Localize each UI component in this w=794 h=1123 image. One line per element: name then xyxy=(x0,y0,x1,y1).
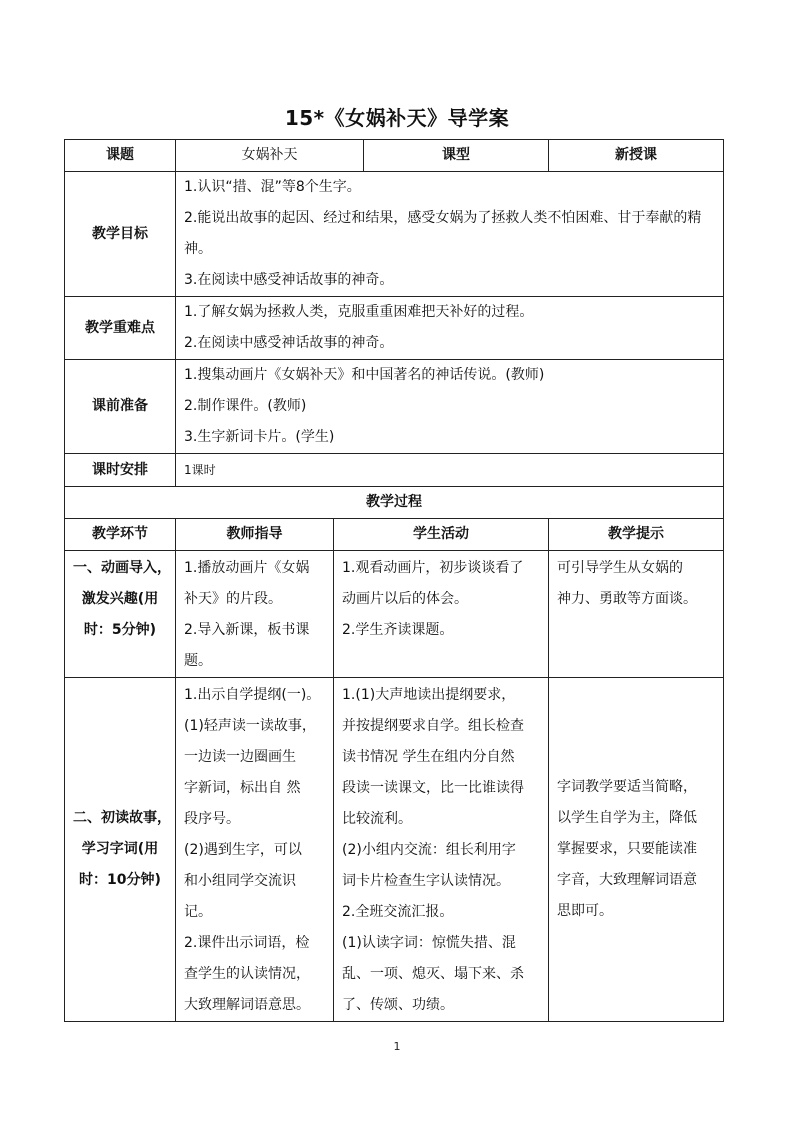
stage-line: 时：10分钟) xyxy=(79,872,161,888)
process-header-row xyxy=(65,519,724,551)
column-header: 学生活动 xyxy=(334,519,549,551)
teacher-line: (2)遇到生字，可以 xyxy=(184,842,302,858)
process-row xyxy=(65,678,724,1022)
process-title-row xyxy=(65,487,724,519)
lesson-plan-table xyxy=(64,139,724,1022)
student-line: 1.(1)大声地读出提纲要求， xyxy=(342,687,516,703)
tips-line: 思即可。 xyxy=(557,903,613,919)
stage-line: 激发兴趣(用 xyxy=(81,591,159,607)
key-points-row xyxy=(65,297,724,360)
process-title: 教学过程 xyxy=(65,487,724,519)
schedule-label: 课时安排 xyxy=(65,454,176,487)
preparation-item: 2.制作课件。(教师) xyxy=(184,398,307,414)
student-line: 动画片以后的体会。 xyxy=(342,591,468,607)
header-row xyxy=(65,140,724,172)
student-line: 并按提纲要求自学。组长检查 xyxy=(342,718,524,734)
schedule-row xyxy=(65,454,724,487)
key-points-content xyxy=(176,297,724,360)
teacher-line: 2.课件出示词语，检 xyxy=(184,935,310,951)
tips-cell xyxy=(549,551,724,678)
stage-line: 学习字词(用 xyxy=(81,841,159,857)
teacher-line: 大致理解词语意思。 xyxy=(184,997,310,1013)
page-number: 1 xyxy=(393,1040,401,1053)
tips-line: 掌握要求，只要能读准 xyxy=(557,841,697,857)
schedule-value: 1课时 xyxy=(176,454,724,487)
preparation-content xyxy=(176,360,724,454)
column-header: 教学提示 xyxy=(549,519,724,551)
goals-label: 教学目标 xyxy=(65,172,176,297)
process-row xyxy=(65,551,724,678)
teacher-cell xyxy=(176,551,334,678)
teacher-line: 和小组同学交流识 xyxy=(184,873,296,889)
type-label: 课型 xyxy=(364,140,549,172)
preparation-row xyxy=(65,360,724,454)
key-points-label: 教学重难点 xyxy=(65,297,176,360)
student-line: 读书情况 学生在组内分自然 xyxy=(342,749,515,765)
student-line: (1)认读字词：惊慌失措、混 xyxy=(342,935,516,951)
teacher-cell xyxy=(176,678,334,1022)
goal-item: 1.认识“措、混”等8个生字。 xyxy=(184,179,361,195)
preparation-label: 课前准备 xyxy=(65,360,176,454)
student-line: 乱、一项、熄灭、塌下来、杀 xyxy=(342,966,524,982)
type-value: 新授课 xyxy=(549,140,724,172)
preparation-item: 3.生字新词卡片。(学生) xyxy=(184,429,335,445)
teacher-line: 2.导入新课，板书课 xyxy=(184,622,310,638)
student-line: 1.观看动画片，初步谈谈看了 xyxy=(342,560,524,576)
key-point-item: 2.在阅读中感受神话故事的神奇。 xyxy=(184,335,394,351)
stage-line: 二、初读故事， xyxy=(73,810,171,826)
teacher-line: 一边读一边圈画生 xyxy=(184,749,296,765)
student-line: 词卡片检查生字认读情况。 xyxy=(342,873,510,889)
teacher-line: 题。 xyxy=(184,653,212,669)
stage-line: 一、动画导入， xyxy=(73,560,171,576)
stage-cell xyxy=(65,551,176,678)
goal-item: 3.在阅读中感受神话故事的神奇。 xyxy=(184,272,394,288)
course-value: 女娲补天 xyxy=(176,140,364,172)
key-point-item: 1.了解女娲为拯救人类，克服重重困难把天补好的过程。 xyxy=(184,304,534,320)
column-header: 教师指导 xyxy=(176,519,334,551)
tips-line: 神力、勇敢等方面谈。 xyxy=(557,591,697,607)
student-line: 2.学生齐读课题。 xyxy=(342,622,454,638)
teacher-line: (1)轻声读一读故事， xyxy=(184,718,316,734)
goal-item: 2.能说出故事的起因、经过和结果，感受女娲为了拯救人类不怕困难、甘于奉献的精神。 xyxy=(184,210,702,257)
teacher-line: 段序号。 xyxy=(184,811,240,827)
student-line: (2)小组内交流：组长利用字 xyxy=(342,842,516,858)
goals-row xyxy=(65,172,724,297)
teacher-line: 1.播放动画片《女娲 xyxy=(184,560,310,576)
student-line: 比较流利。 xyxy=(342,811,412,827)
teacher-line: 1.出示自学提纲(一)。 xyxy=(184,687,321,703)
student-cell xyxy=(334,551,549,678)
column-header: 教学环节 xyxy=(65,519,176,551)
teacher-line: 查学生的认读情况， xyxy=(184,966,310,982)
tips-line: 字词教学要适当简略， xyxy=(557,779,697,795)
teacher-line: 补天》的片段。 xyxy=(184,591,282,607)
tips-line: 以学生自学为主，降低 xyxy=(557,810,697,826)
tips-line: 字音，大致理解词语意 xyxy=(557,872,697,888)
stage-line: 时：5分钟) xyxy=(83,622,157,638)
course-label: 课题 xyxy=(65,140,176,172)
student-line: 了、传颂、功绩。 xyxy=(342,997,454,1013)
student-line: 2.全班交流汇报。 xyxy=(342,904,454,920)
student-line: 段读一读课文，比一比谁读得 xyxy=(342,780,524,796)
stage-cell xyxy=(65,678,176,1022)
teacher-line: 字新词，标出自 然 xyxy=(184,780,301,796)
preparation-item: 1.搜集动画片《女娲补天》和中国著名的神话传说。(教师) xyxy=(184,367,545,383)
goals-content xyxy=(176,172,724,297)
tips-cell xyxy=(549,678,724,1022)
teacher-line: 记。 xyxy=(184,904,212,920)
tips-line: 可引导学生从女娲的 xyxy=(557,560,683,576)
student-cell xyxy=(334,678,549,1022)
page-title: 15*《女娲补天》导学案 xyxy=(284,106,510,130)
